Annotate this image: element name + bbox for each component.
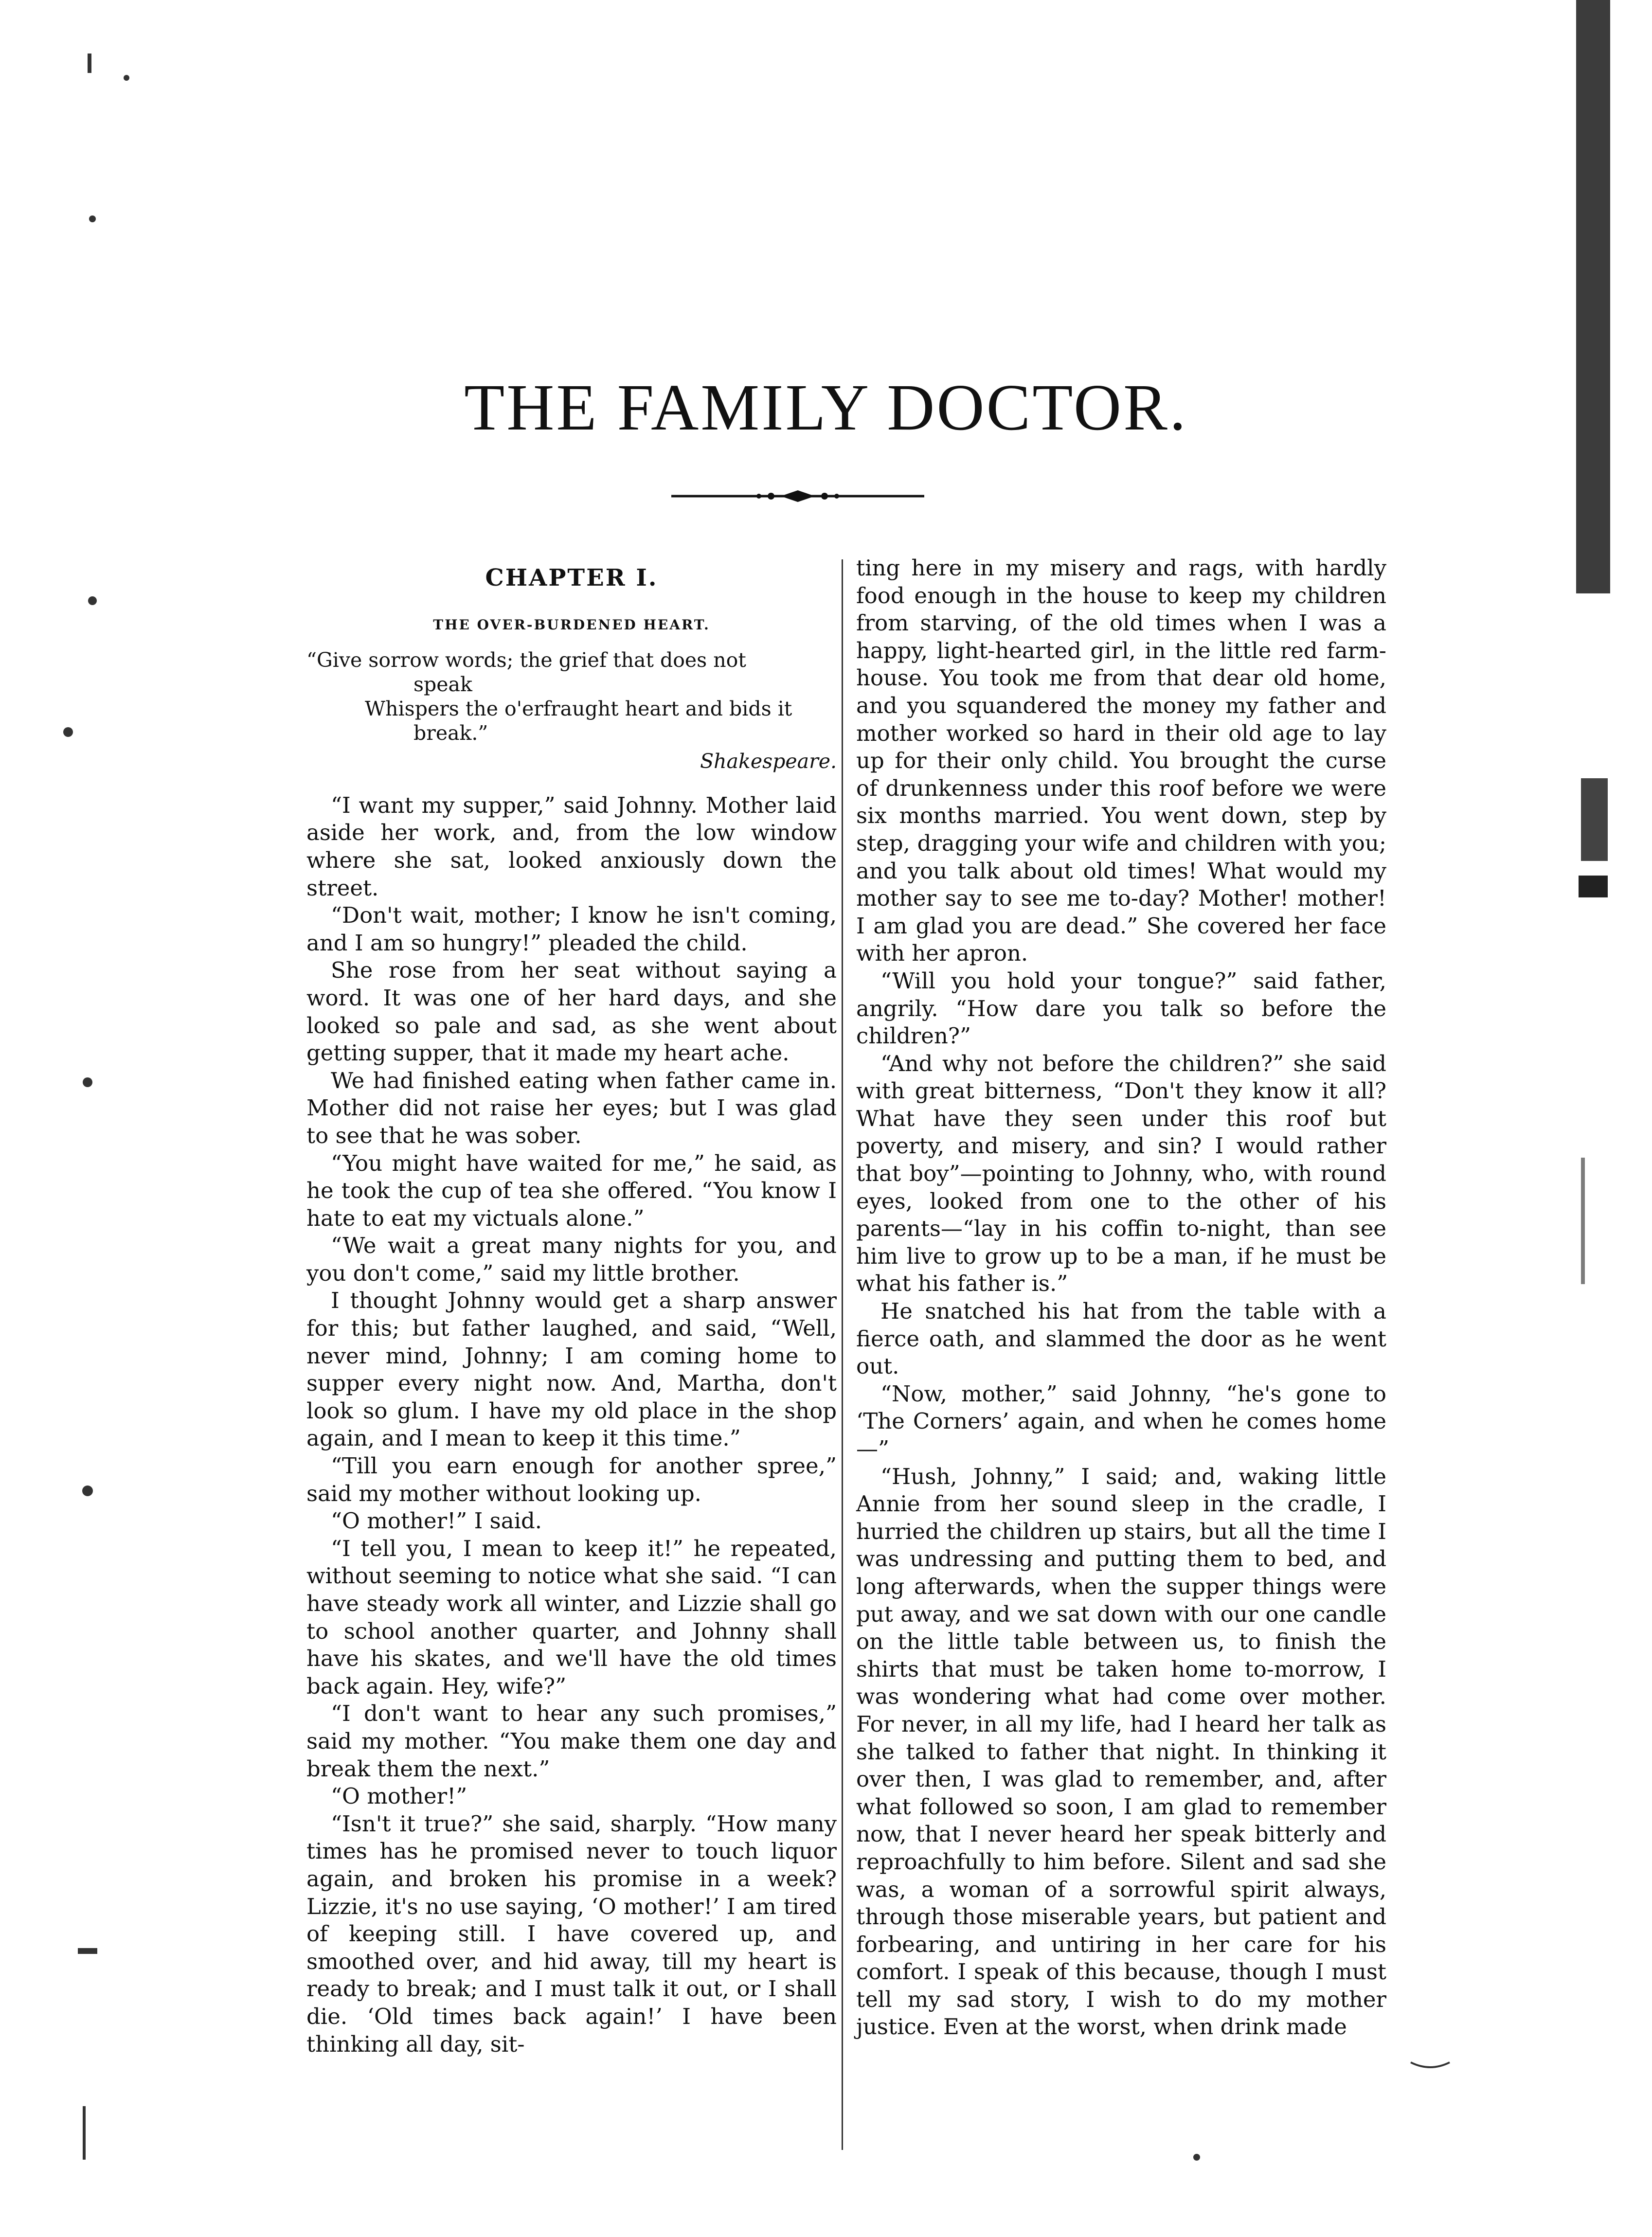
speck xyxy=(1193,2154,1200,2161)
paragraph: “Isn't it true?” she said, sharply. “How many times has he promised never to touch liquor again, and broken his promise in a week? Lizzie, it's no use saying, ‘O mother!’ I am tired of keeping still. I have covered up, and smoothed over, and hid away, till my heart is ready to break; and I must talk it out, or I shall die. ‘Old times back again!’ I have been thinking all day, sit- xyxy=(306,1810,837,2057)
paragraph: She rose from her seat without saying a word. It was one of her hard days, and she looked so pale and sad, as she went about getting supper, that it made my heart ache. xyxy=(306,957,837,1066)
right-column xyxy=(856,555,1386,2041)
edge-mark-2 xyxy=(88,54,91,73)
speck xyxy=(89,215,96,222)
paragraph: “Will you hold your tongue?” said father, angrily. “How dare you talk so before the children?” xyxy=(856,967,1386,1049)
binding-shadow-strip-2 xyxy=(1581,778,1608,861)
chapter-subheading: THE OVER-BURDENED HEART. xyxy=(433,616,710,633)
paragraph: “We wait a great many nights for you, and you don't come,” said my little brother. xyxy=(306,1233,837,1286)
paragraph: “Hush, Johnny,” I said; and, waking little Annie from her sound sleep in the cradle, I hurried the children up stairs, but all the time I was undressing and putting them to bed, and long afterwards, when the supper things were put away, and we sat down with our one candle on the little table between us, to finish the shirts that must be taken home to-morrow, I was wondering what had come over mother. For never, in all my life, had I heard her talk as she talked to father that night. In thinking it over then, I was glad to remember, and, after what followed so soon, I am glad to remember now, that I never heard her speak bitterly and reproachfully to him before. Silent and sad she was, a woman of a sorrowful spirit always, through those miserable years, but patient and forbearing, and untiring in her care for his comfort. I speak of this because, though I must tell my sad story, I wish to do my mother justice. Even at the worst, when drink made xyxy=(856,1463,1386,2040)
paragraph: I thought Johnny would get a sharp answer for this; but father laughed, and said, “Well, never mind, Johnny; I am coming home to supper every night now. And, Martha, don't look so glum. I have my old place in the shop again, and I mean to keep it this time.” xyxy=(306,1288,837,1451)
paragraph: “O mother!” I said. xyxy=(331,1508,542,1534)
paragraph: “And why not before the children?” she said with great bitterness, “Don't they know it all? What have they seen under this roof but poverty, and misery, and sin? I would rather that boy”—pointing to Johnny, who, with round eyes, looked from one to the other of his parents—“lay in his coffin to-night, than see him live to grow up to be a man, if he must be what his father is.” xyxy=(856,1050,1386,1297)
speck xyxy=(82,1485,93,1496)
edge-mark xyxy=(1581,1158,1585,1284)
left-column xyxy=(306,555,837,2058)
epigraph-line-2: speak xyxy=(413,673,472,697)
paragraph: “I want my supper,” said Johnny. Mother laid aside her work, and, from the low window where she sat, looked anxiously down the street. xyxy=(306,792,837,901)
speck-curve xyxy=(1411,2062,1450,2067)
paragraph: “I tell you, I mean to keep it!” he repeated, without seeming to notice what she said. “I can have steady work all winter, and Lizzie shall go to school another quarter, and Johnny shall have his skates, and we'll have the old times back again. Hey, wife?” xyxy=(306,1535,837,1699)
speck xyxy=(124,75,129,81)
speck xyxy=(83,1077,92,1087)
speck xyxy=(63,727,73,737)
epigraph-line-1: “Give sorrow words; the grief that does not xyxy=(306,648,746,672)
epigraph-attribution: Shakespeare. xyxy=(700,750,837,773)
title-ornament xyxy=(671,482,924,511)
paragraph: He snatched his hat from the table with a fierce oath, and slammed the door as he went out. xyxy=(856,1298,1386,1379)
edge-mark-4 xyxy=(83,2106,86,2160)
chapter-heading: CHAPTER I. xyxy=(485,564,658,591)
paragraph: “Now, mother,” said Johnny, “he's gone to ‘The Corners’ again, and when he comes home—” xyxy=(856,1380,1386,1462)
speck xyxy=(88,596,97,605)
paragraph: “O mother!” xyxy=(331,1783,467,1809)
page-title: THE FAMILY DOCTOR. xyxy=(464,371,1188,444)
column-divider xyxy=(842,559,843,2150)
paragraph: ting here in my misery and rags, with hardly food enough in the house to keep my children from starving, of the old times when I was a happy, light-hearted girl, in the little red farm-house. You took me from that dear old home, and you squandered the money my father and mother worked so hard in their old age to lay up for their only child. You brought the curse of drunkenness under this roof before we were six months married. You went down, step by step, dragging your wife and children with you; and you talk about old times! What would my mother say to see me to-day? Mother! mother! I am glad you are dead.” She covered her face with her apron. xyxy=(856,555,1386,966)
paragraph: “I don't want to hear any such promises,” said my mother. “You make them one day and break them the next.” xyxy=(306,1700,837,1782)
paragraph: We had finished eating when father came in. Mother did not raise her eyes; but I was glad to see that he was sober. xyxy=(306,1067,837,1148)
paragraph: “Don't wait, mother; I know he isn't coming, and I am so hungry!” pleaded the child. xyxy=(306,902,837,956)
edge-mark-3 xyxy=(78,1948,97,1954)
epigraph-line-3: Whispers the o'erfraught heart and bids it xyxy=(365,697,792,721)
epigraph-line-4: break.” xyxy=(413,721,488,745)
binding-shadow-strip xyxy=(1576,0,1610,593)
paragraph: “You might have waited for me,” he said, as he took the cup of tea she offered. “You know I hate to eat my victuals alone.” xyxy=(306,1150,837,1231)
paragraph: “Till you earn enough for another spree,” said my mother without looking up. xyxy=(306,1453,837,1506)
binding-shadow-mark xyxy=(1579,876,1608,897)
